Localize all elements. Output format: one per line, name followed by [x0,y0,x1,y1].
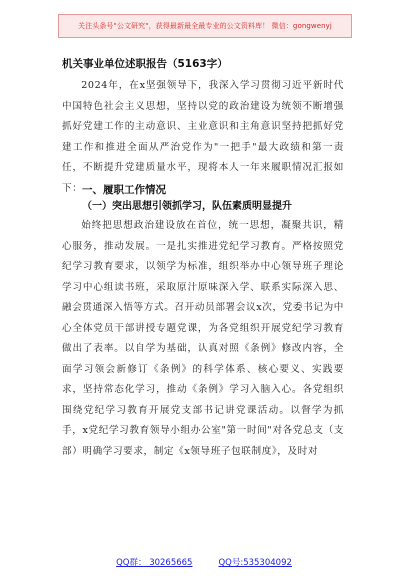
document-title: 机关事业单位述职报告（5163字） [62,58,228,70]
body-paragraph: 始终把思想政治建设放在首位，统一思想，凝聚共识，精心服务，推动发展。一是扎实推进党纪学习教育。严格按照党纪学习教育要求，以领学为标准，组织举办中心领导班子理论学习中心组读书班，采取原汁原味深入学、联系实际深入思、融会贯通深入悟等方式。召开动员部署会议x次，党委书记为中心全体党员干部讲授专题党课，为各党组织开展党纪学习教育做出了表率。以自学为基础，认真对照《条例》修改内容，全面学习领会新修订《条例》的科学体系、核心要义、实践要求，坚持常态化学习，推动《条例》学习入脑入心。各党组织围绕党纪学习教育开展党支部书记讲党课活动。以督学为抓手，x党纪学习教育领导小组办公室"第一时间"对各党总支（支部）明确学习要求，制定《x领导班子包联制度》，及时对 [62,220,344,457]
footer-contacts [0,556,408,570]
promo-banner [58,14,352,38]
footer-qq-group-link[interactable]: QQ群： 30265665 [116,558,193,568]
subsection-heading: （一）突出思想引领抓学习，队伍素质明显提升 [82,201,292,212]
intro-paragraph: 2024年，在x坚强领导下，我深入学习贯彻习近平新时代中国特色社会主义思想，坚持以党的政治建设为统领不断增强抓好党建工作的主动意识、主业意识和主角意识坚持把抓好党建工作和推进全面从严治党作为"一把手"最大政绩和第一责任，不断提升党建质量水平，现将本人一年来履职情况汇报如下： [62,80,344,194]
section-heading: 一、履职工作情况 [82,184,166,196]
promo-banner-text: 关注头条号"公文研究"，获得最新最全最专业的公文资料库！ 微信：gongwenyj [78,22,332,30]
footer-qq-number-link[interactable]: QQ号:535304092 [218,558,292,568]
